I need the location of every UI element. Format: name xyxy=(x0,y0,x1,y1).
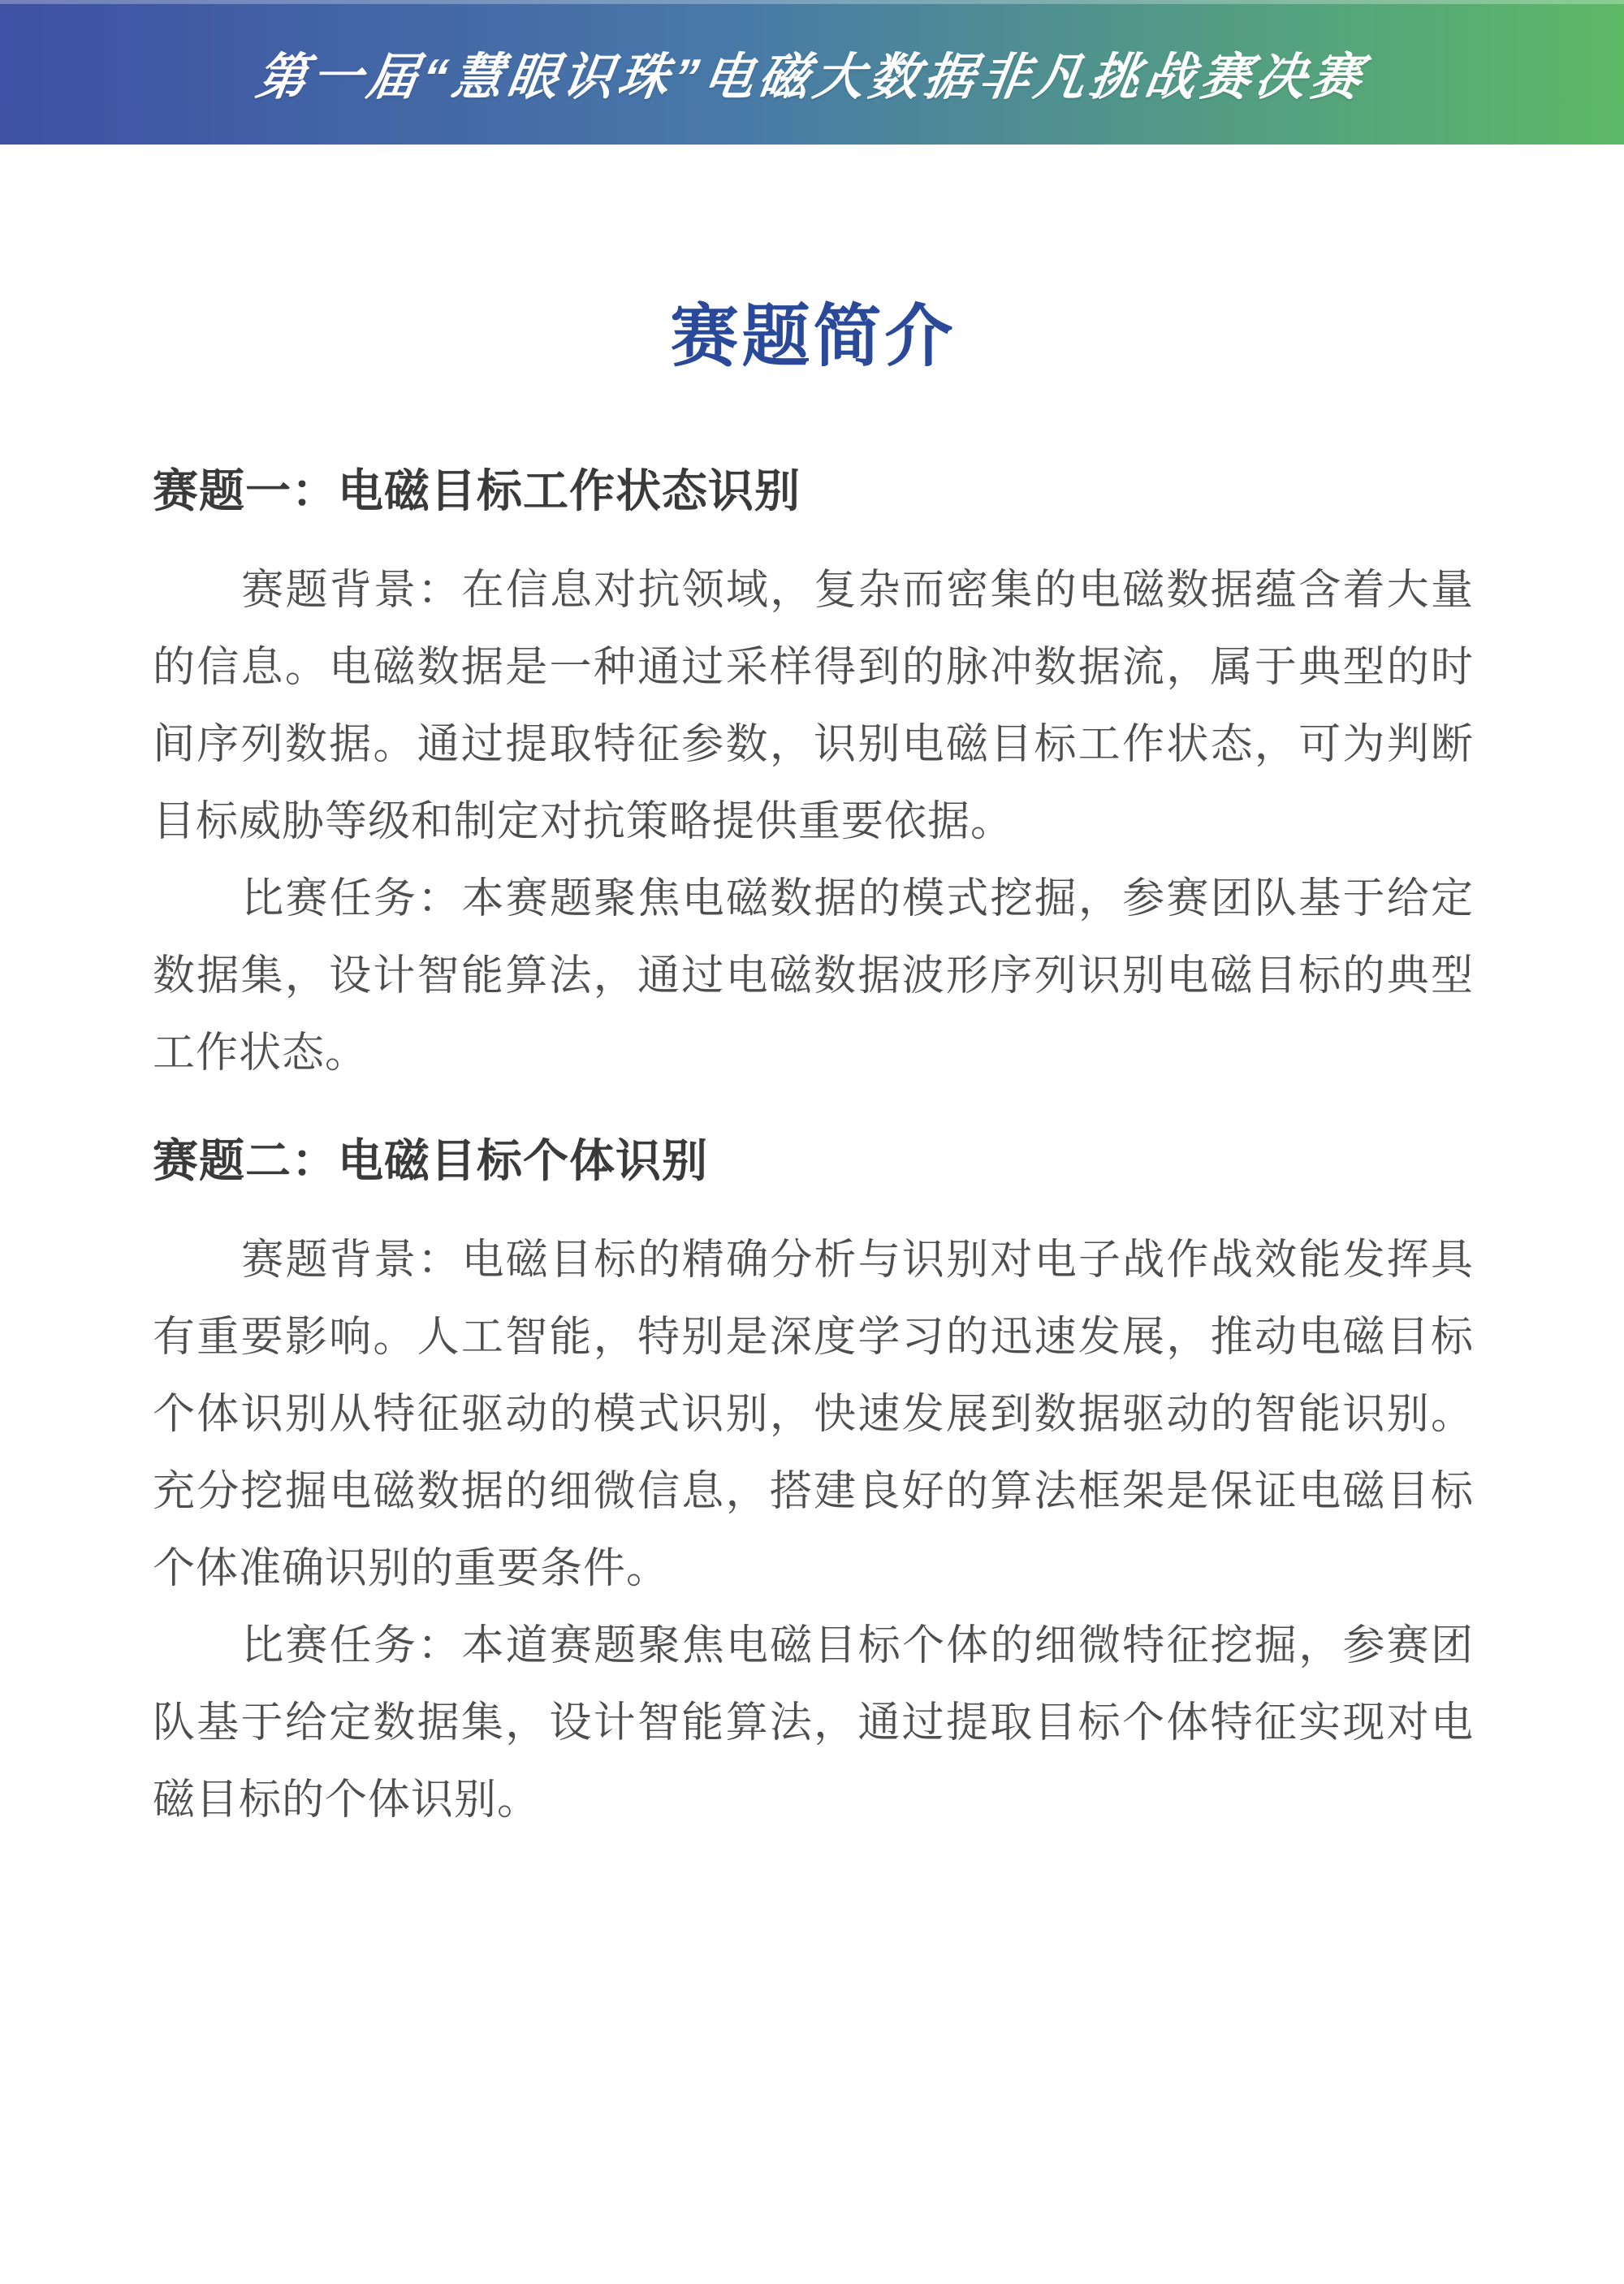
document-content xyxy=(0,296,1624,1839)
page-title: 赛题简介 xyxy=(670,298,957,374)
section-topic-1 xyxy=(153,467,1474,1092)
section-2-paragraph-task: 比赛任务：本道赛题聚焦电磁目标个体的细微特征挖掘，参赛团队基于给定数据集，设计智能算法，通过提取目标个体特征实现对电磁目标的个体识别。 xyxy=(153,1622,1474,1824)
section-topic-2 xyxy=(153,1137,1474,1839)
section-1-paragraph-task: 比赛任务：本赛题聚焦电磁数据的模式挖掘，参赛团队基于给定数据集，设计智能算法，通过电磁数据波形序列识别电磁目标的典型工作状态。 xyxy=(153,875,1474,1077)
section-2-heading: 赛题二：电磁目标个体识别 xyxy=(153,1135,708,1186)
header-banner xyxy=(0,0,1624,145)
section-1-heading: 赛题一：电磁目标工作状态识别 xyxy=(153,465,801,516)
section-2-paragraph-background: 赛题背景：电磁目标的精确分析与识别对电子战作战效能发挥具有重要影响。人工智能，特别是深度学习的迅速发展，推动电磁目标个体识别从特征驱动的模式识别，快速发展到数据驱动的智能识别。充分挖掘电磁数据的细微信息，搭建良好的算法框架是保证电磁目标个体准确识别的重要条件。 xyxy=(153,1237,1474,1592)
section-1-paragraph-background: 赛题背景：在信息对抗领域，复杂而密集的电磁数据蕴含着大量的信息。电磁数据是一种通过采样得到的脉冲数据流，属于典型的时间序列数据。通过提取特征参数，识别电磁目标工作状态，可为判断目标威胁等级和制定对抗策略提供重要依据。 xyxy=(153,567,1474,845)
banner-title: 第一届“慧眼识珠”电磁大数据非凡挑战赛决赛 xyxy=(253,49,1371,106)
